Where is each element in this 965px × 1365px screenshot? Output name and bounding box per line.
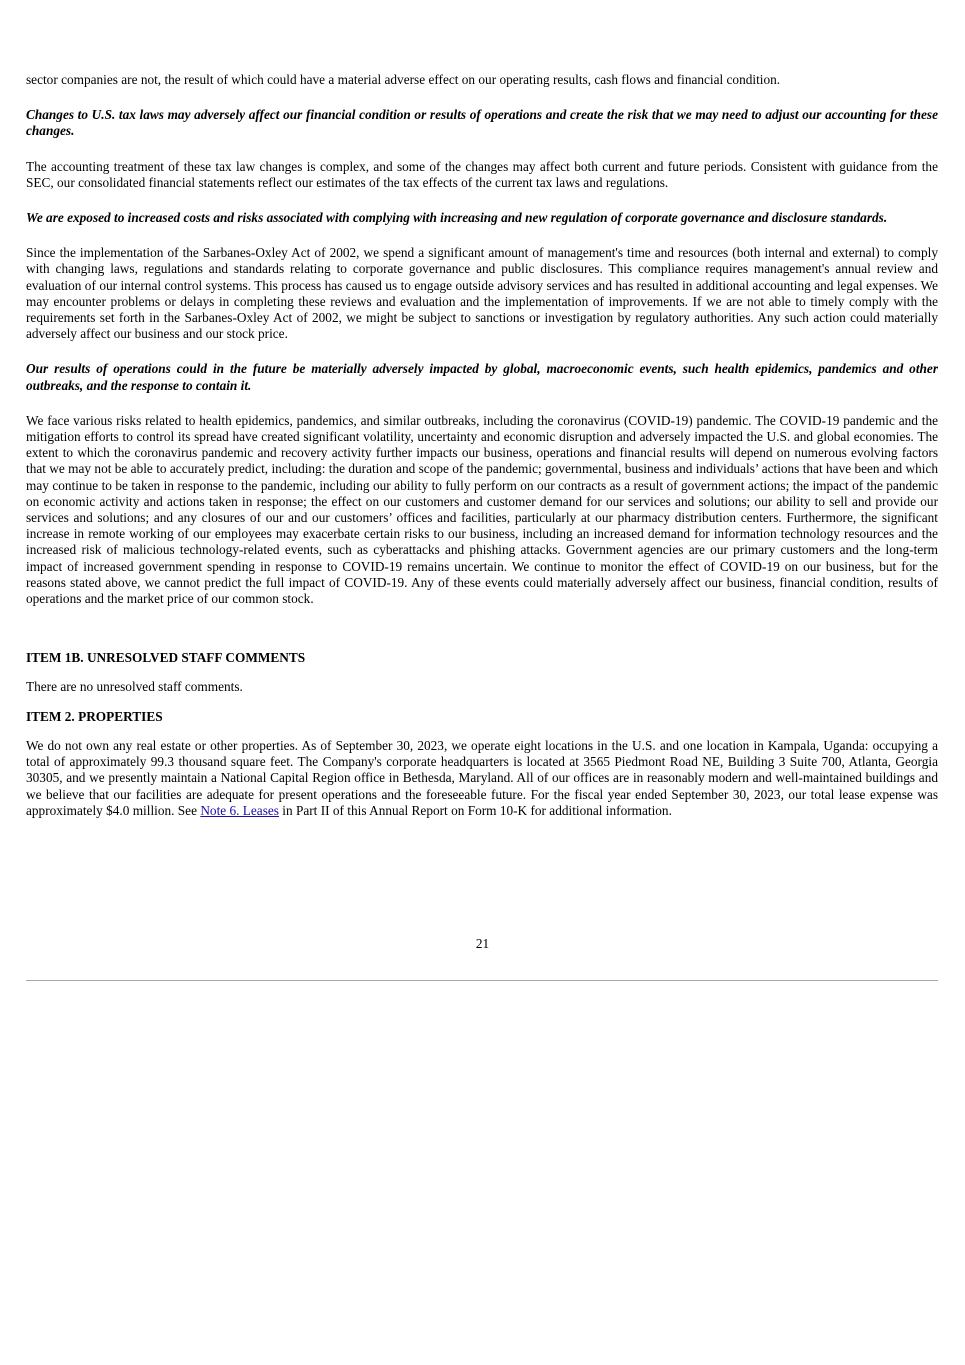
risk-heading-pandemics: Our results of operations could in the future be materially adversely impacted by global, macroeconomic events, such health epidemics, pandemics and other outbreaks, and the response to contain it. xyxy=(26,361,938,393)
paragraph-pandemics: We face various risks related to health epidemics, pandemics, and similar outbreaks, including the coronavirus (COVID-19) pandemic. The COVID-19 pandemic and the mitigation efforts to control its spread have created significant volatility, uncertainty and economic disruption and adversely impacted the U.S. and global economies. The extent to which the coronavirus pandemic and recovery activity further impacts our business, operations and financial results will depend on numerous evolving factors that we may not be able to accurately predict, including: the duration and scope of the pandemic; governmental, business and individuals’ actions that have been and which may continue to be taken in response to the pandemic, including our ability to fully perform on our contracts as a result of government actions; the impact of the pandemic on economic activity and actions taken in response; the effect on our customers and customer demand for our services and solutions; our ability to sell and provide our services and solutions; and any closures of our and our customers’ offices and facilities, particularly at our pharmacy distribution centers. Furthermore, the significant increase in remote working of our employees may exacerbate certain risks to our business, including an increased demand for information technology resources and the increased risk of malicious technology-related events, such as cyberattacks and phishing attacks. Government agencies are our primary customers and the long-term impact of increased government spending in response to COVID-19 remains uncertain. We continue to monitor the effect of COVID-19 on our business, but for the reasons stated above, we cannot predict the full impact of COVID-19. Any of these events could materially adversely affect our business, financial condition, results of operations and the market price of our common stock. xyxy=(26,412,938,607)
paragraph-continuation: sector companies are not, the result of which could have a material adverse effect on our operating results, cash flows and financial condition. xyxy=(26,72,781,87)
item-2-heading: ITEM 2. PROPERTIES xyxy=(26,708,163,724)
document-page xyxy=(26,72,938,838)
risk-heading-tax-laws: Changes to U.S. tax laws may adversely affect our financial condition or results of operations and create the risk that we may need to adjust our accounting for these changes. xyxy=(26,107,938,139)
item-2-body xyxy=(26,738,938,819)
paragraph-tax-laws: The accounting treatment of these tax law changes is complex, and some of the changes may affect both current and future periods. Consistent with guidance from the SEC, our consolidated financial statements reflect our estimates of the tax effects of the current tax laws and regulations. xyxy=(26,158,938,190)
item-1b-body: There are no unresolved staff comments. xyxy=(26,679,243,695)
paragraph-governance: Since the implementation of the Sarbanes-Oxley Act of 2002, we spend a significant amount of management's time and resources (both internal and external) to comply with changing laws, regulations and standards relating to corporate governance and public disclosures. This compliance requires management's annual review and evaluation of our internal control systems. This process has caused us to engage outside advisory services and has resulted in additional accounting and legal expenses. We may encounter problems or delays in completing these reviews and evaluation and the implementation of improvements. If we are not able to timely comply with the requirements set forth in the Sarbanes-Oxley Act of 2002, we might be subject to sanctions or investigation by regulatory authorities. Any such action could materially adversely affect our business and our stock price. xyxy=(26,245,938,342)
section-spacer xyxy=(26,626,938,650)
item-2-body-tail: in Part II of this Annual Report on Form 10-K for additional information. xyxy=(278,802,672,818)
note-6-leases-link[interactable]: Note 6. Leases xyxy=(200,802,279,818)
item-2-body-text: We do not own any real estate or other properties. As of September 30, 2023, we operate eight locations in the U.S. and one location in Kampala, Uganda: occupying a total of approximately 99.3 thousand square feet. The Company's corporate headquarters is located at 3565 Piedmont Road NE, Building 3 Suite 700, Atlanta, Georgia 30305, and we presently maintain a National Capital Region office in Bethesda, Maryland. All of our offices are in reasonably modern and well-maintained buildings and we believe that our facilities are adequate for present operations and the foreseeable future. For the fiscal year ended September 30, 2023, our total lease expense was approximately $4.0 million. See xyxy=(26,737,938,818)
risk-heading-governance: We are exposed to increased costs and risks associated with complying with increasing and new regulation of corporate governance and disclosure standards. xyxy=(26,210,888,226)
page-divider xyxy=(26,980,938,981)
page-number: 21 xyxy=(475,936,490,951)
item-1b-heading: ITEM 1B. UNRESOLVED STAFF COMMENTS xyxy=(26,650,306,666)
